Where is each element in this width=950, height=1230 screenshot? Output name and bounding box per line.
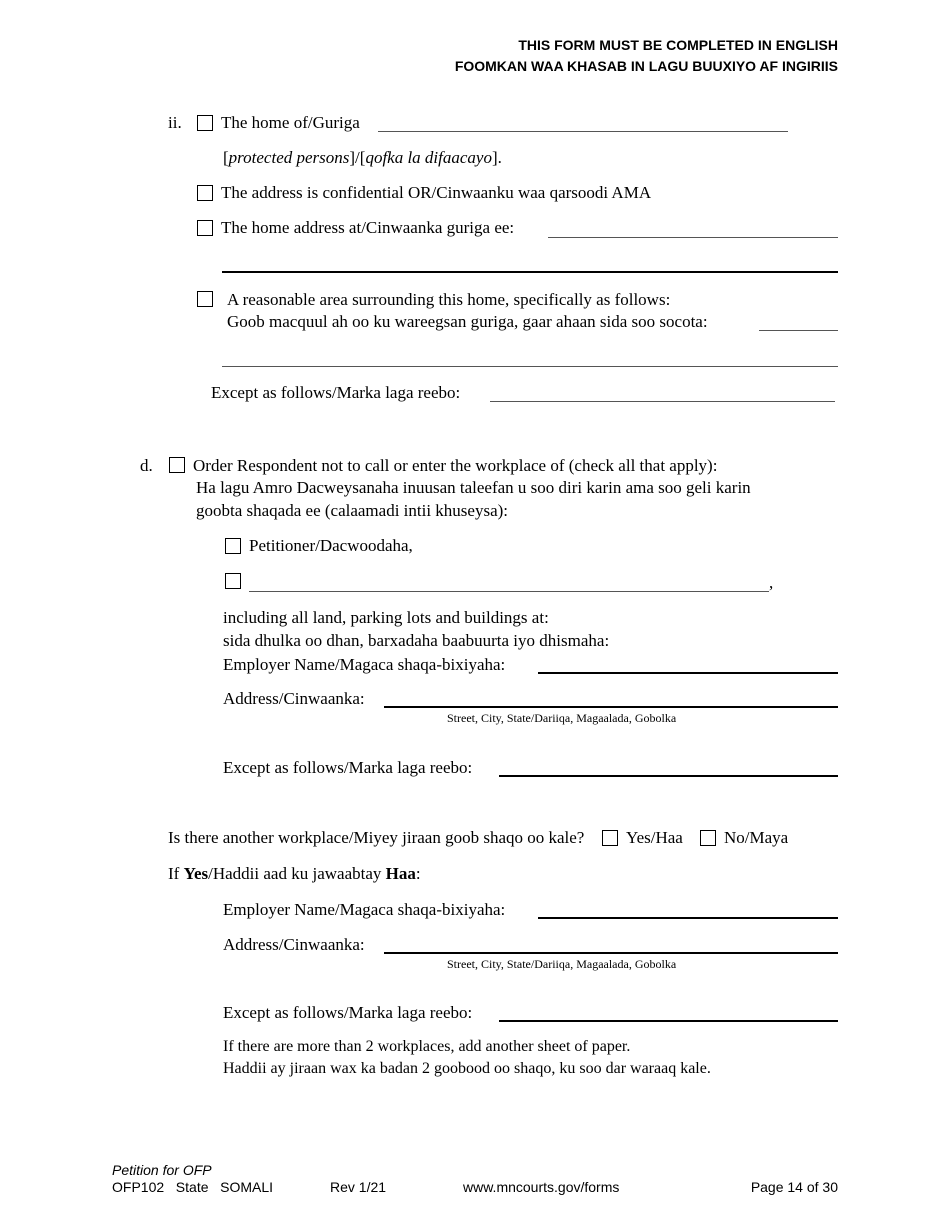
workplace-except-field[interactable] — [499, 775, 838, 777]
including-label-en: including all land, parking lots and buildings at: — [223, 608, 549, 627]
address-hint: Street, City, State/Dariiqa, Magaalada, Gobolka — [447, 711, 677, 725]
workplace-order-line3: goobta shaqada ee (calaamadi intii khuseysa): — [196, 501, 509, 520]
another-workplace-question: Is there another workplace/Miyey jiraan goob shaqo oo kale? — [168, 828, 585, 847]
other-person-checkbox[interactable] — [225, 573, 241, 589]
protected-persons-en: protected persons — [228, 148, 350, 167]
if-yes-bold: Yes — [183, 864, 209, 883]
home-address-checkbox[interactable] — [197, 220, 213, 236]
footer-page-number: Page 14 of 30 — [750, 1179, 838, 1195]
confidential-label: The address is confidential OR/Cinwaanku waa qarsoodi AMA — [221, 183, 652, 202]
workplace-order-line1: Order Respondent not to call or enter the workplace of (check all that apply): — [193, 456, 718, 475]
home-of-checkbox[interactable] — [197, 115, 213, 131]
if-yes-mid: /Haddii aad ku jawaabtay — [208, 864, 386, 883]
home-of-field[interactable] — [378, 131, 788, 132]
header-line-somali: FOOMKAN WAA KHASAB IN LAGU BUUXIYO AF INGIRIIS — [454, 58, 838, 74]
petitioner-checkbox[interactable] — [225, 538, 241, 554]
footer-form-title: Petition for OFP — [112, 1162, 212, 1178]
workplace-except-label: Except as follows/Marka laga reebo: — [223, 758, 473, 777]
footer-form-code: OFP102 State SOMALI — [112, 1179, 274, 1195]
reasonable-area-checkbox[interactable] — [197, 291, 213, 307]
footer-url[interactable]: www.mncourts.gov/forms — [463, 1179, 620, 1195]
workplace2-except-field[interactable] — [499, 1020, 838, 1022]
protected-persons-so: qofka la difaacayo — [365, 148, 492, 167]
if-yes-label — [168, 864, 421, 884]
if-yes-prefix: If — [168, 864, 184, 883]
home-except-field[interactable] — [490, 401, 835, 402]
home-of-label: The home of/Guriga — [221, 113, 360, 132]
home-address-label: The home address at/Cinwaanka guriga ee: — [221, 218, 515, 237]
address-label: Address/Cinwaanka: — [223, 689, 365, 708]
protected-persons-note: [protected persons]/[qofka la difaacayo]. — [223, 148, 502, 167]
more-workplaces-note-so: Haddii ay jiraan wax ka badan 2 goobood oo shaqo, ku soo dar waraaq kale. — [223, 1060, 711, 1077]
another-yes-checkbox[interactable] — [602, 830, 618, 846]
more-workplaces-note-en: If there are more than 2 workplaces, add another sheet of paper. — [223, 1038, 631, 1055]
workplace-order-line2: Ha lagu Amro Dacweysanaha inuusan taleefan u soo diri karin ama soo geli karin — [196, 478, 751, 497]
section-d-label: d. — [140, 456, 153, 475]
another-yes-label: Yes/Haa — [626, 828, 683, 847]
workplace-order-checkbox[interactable] — [169, 457, 185, 473]
home-address-field-line2[interactable] — [222, 271, 838, 273]
another-no-label: No/Maya — [724, 828, 789, 847]
address2-hint: Street, City, State/Dariiqa, Magaalada, Gobolka — [447, 957, 677, 971]
address2-field[interactable] — [384, 952, 838, 954]
address-field[interactable] — [384, 706, 838, 708]
confidential-checkbox[interactable] — [197, 185, 213, 201]
another-no-checkbox[interactable] — [700, 830, 716, 846]
header-line-english: THIS FORM MUST BE COMPLETED IN ENGLISH — [518, 37, 838, 53]
if-haa-bold: Haa — [385, 864, 416, 883]
section-ii-label: ii. — [168, 113, 182, 132]
petitioner-label: Petitioner/Dacwoodaha, — [249, 536, 413, 555]
employer2-name-label: Employer Name/Magaca shaqa-bixiyaha: — [223, 900, 506, 919]
reasonable-area-label-so: Goob macquul ah oo ku wareegsan guriga, gaar ahaan sida soo socota: — [227, 312, 708, 331]
footer-revision: Rev 1/21 — [330, 1179, 387, 1195]
employer-name-label: Employer Name/Magaca shaqa-bixiyaha: — [223, 655, 506, 674]
including-label-so: sida dhulka oo dhan, barxadaha baabuurta iyo dhismaha: — [223, 631, 610, 650]
home-address-field[interactable] — [548, 237, 838, 238]
workplace2-except-label: Except as follows/Marka laga reebo: — [223, 1003, 473, 1022]
reasonable-area-field-line2[interactable] — [222, 366, 838, 367]
if-yes-colon: : — [415, 864, 421, 883]
address2-label: Address/Cinwaanka: — [223, 935, 365, 954]
reasonable-area-label-en: A reasonable area surrounding this home, specifically as follows: — [227, 290, 671, 309]
reasonable-area-field[interactable] — [759, 330, 838, 331]
other-person-comma: , — [769, 573, 774, 592]
employer2-name-field[interactable] — [538, 917, 838, 919]
employer-name-field[interactable] — [538, 672, 838, 674]
other-person-field[interactable] — [249, 591, 769, 592]
home-except-label: Except as follows/Marka laga reebo: — [211, 383, 461, 402]
